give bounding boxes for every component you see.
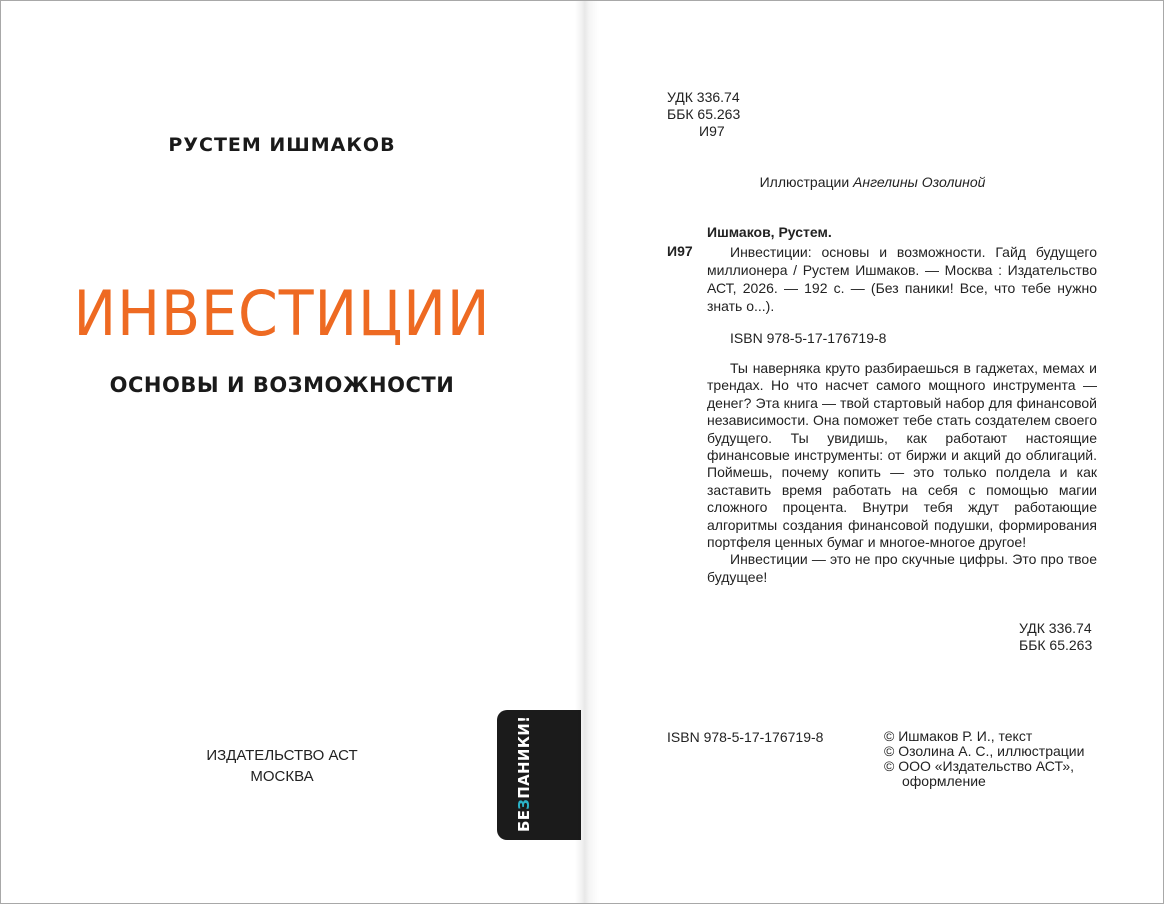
svg-text:БЕЗПАНИКИ!: БЕЗПАНИКИ! (515, 716, 533, 832)
udk-code: УДК 336.74 (667, 89, 740, 105)
copyright-line: © Ишмаков Р. И., текст (884, 728, 1033, 744)
book-title: ИНВЕСТИЦИИ (73, 277, 491, 350)
bbk-code: ББК 65.263 (667, 106, 741, 122)
bbk-code: ББК 65.263 (1019, 637, 1093, 653)
series-tab (497, 710, 581, 840)
publisher-city: МОСКВА (250, 768, 314, 785)
copyright-line: оформление (902, 773, 986, 789)
annotation-paragraph: Ты наверняка круто разбираешься в гаджетах, мемах и трендах. Но что насчет самого мощного инструмента — денег? Эта книга — твой стартовый набор для финансовой независимости. Она поможет тебе стать создателем своего будущего. Ты увидишь, как работают настоящие финансовые инструменты: от биржи и акций до облигаций. Поймешь, почему копить — это только полдела и как заставить время работать на себя с помощью магии сложного процента. Внутри тебя ждут работающие алгоритмы создания финансовой подушки, формирования портфеля ценных бумаг и многое-многое другое! (707, 360, 1097, 551)
publisher-block (1, 745, 563, 787)
udk-code: УДК 336.74 (1019, 620, 1092, 636)
annotation (707, 360, 1097, 586)
title-page (1, 1, 582, 903)
annotation-paragraph: Инвестиции — это не про скучные цифры. Это про твое будущее! (707, 551, 1097, 585)
copyright-block (884, 729, 1084, 789)
bibliographic-description: Инвестиции: основы и возможности. Гайд будущего миллионера / Рустем Ишмаков. — Москва : Издательство АСТ, 2026. — 192 с. — (Без паники! Все, что тебе нужно знать о...). (707, 244, 1097, 314)
book-subtitle: ОСНОВЫ И ВОЗМОЖНОСТИ (109, 373, 455, 397)
illustrator-name: Ангелины Озолиной (853, 174, 986, 190)
copyright-line: © ООО «Издательство АСТ», (884, 758, 1075, 774)
copyright-line: © Озолина А. С., иллюстрации (884, 743, 1085, 759)
series-logo (507, 716, 537, 834)
isbn-footer: ISBN 978-5-17-176719-8 (667, 729, 824, 745)
classification-codes-bottom (1019, 620, 1092, 654)
classification-codes-top (667, 89, 740, 140)
imprint-page (582, 1, 1163, 903)
author-index-code: И97 (699, 123, 725, 139)
publisher-name: ИЗДАТЕЛЬСТВО АСТ (206, 747, 358, 764)
isbn-catalog: ISBN 978-5-17-176719-8 (730, 330, 887, 346)
book-spine-shadow (575, 1, 599, 903)
illustrations-credit: Иллюстрации Ангелины Озолиной (759, 174, 986, 190)
author-name: РУСТЕМ ИШМАКОВ (168, 134, 396, 156)
catalog-author-entry: Ишмаков, Рустем. (707, 224, 832, 240)
catalog-index-code: И97 (667, 243, 693, 259)
